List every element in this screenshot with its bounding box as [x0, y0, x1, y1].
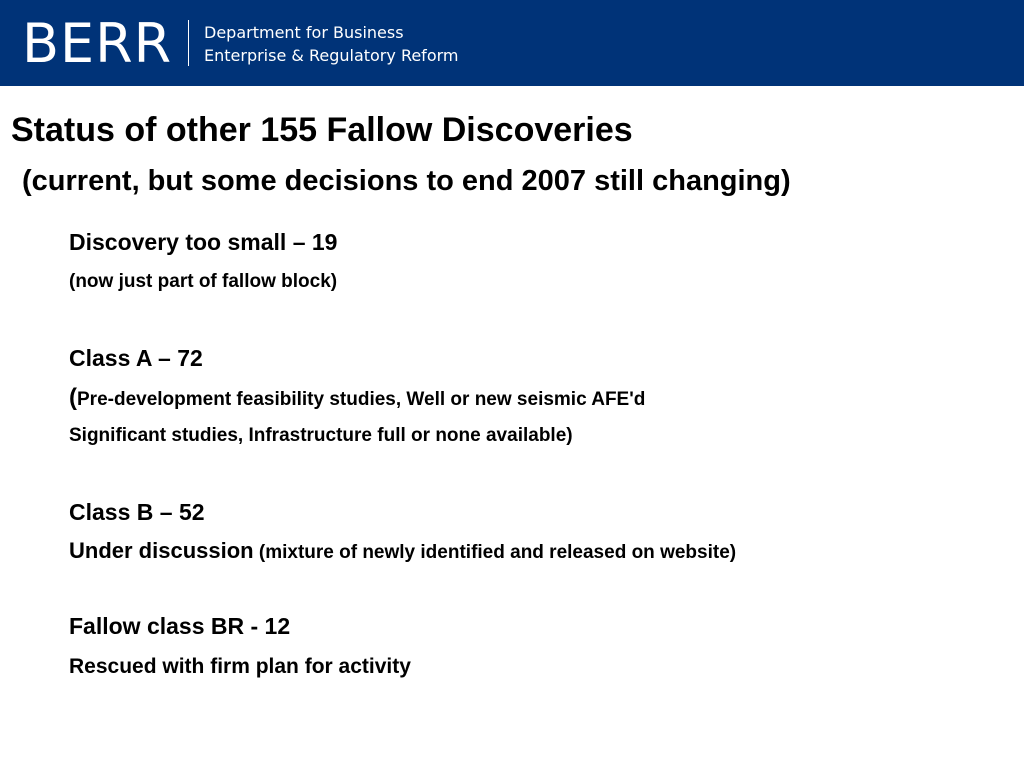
item-heading-fallow-class-br: Fallow class BR - 12 — [69, 613, 291, 639]
item-detail — [69, 386, 645, 412]
berr-logo: BERR — [22, 12, 173, 75]
item-detail: Significant studies, Infrastructure full or none available) — [69, 425, 573, 446]
item-detail-lead: Under discussion — [69, 538, 254, 563]
item-detail-text: Pre-development feasibility studies, Well or new seismic AFE'd — [77, 389, 646, 410]
item-detail: (now just part of fallow block) — [69, 271, 338, 292]
open-paren: ( — [69, 384, 77, 411]
slide-title: Status of other 155 Fallow Discoveries — [11, 111, 633, 149]
item-heading-class-b: Class B – 52 — [69, 499, 205, 525]
item-detail: Rescued with firm plan for activity — [69, 655, 411, 678]
header-banner — [0, 0, 1024, 86]
item-detail — [69, 539, 736, 565]
department-name-line1: Department for Business — [204, 23, 404, 42]
item-heading-discovery-too-small: Discovery too small – 19 — [69, 229, 338, 255]
department-name-line2: Enterprise & Regulatory Reform — [204, 46, 459, 65]
item-detail-text: (mixture of newly identified and released on website) — [258, 542, 737, 563]
logo-divider — [188, 20, 189, 66]
item-heading-class-a: Class A – 72 — [69, 345, 203, 371]
slide-subtitle: (current, but some decisions to end 2007 still changing) — [22, 165, 791, 197]
